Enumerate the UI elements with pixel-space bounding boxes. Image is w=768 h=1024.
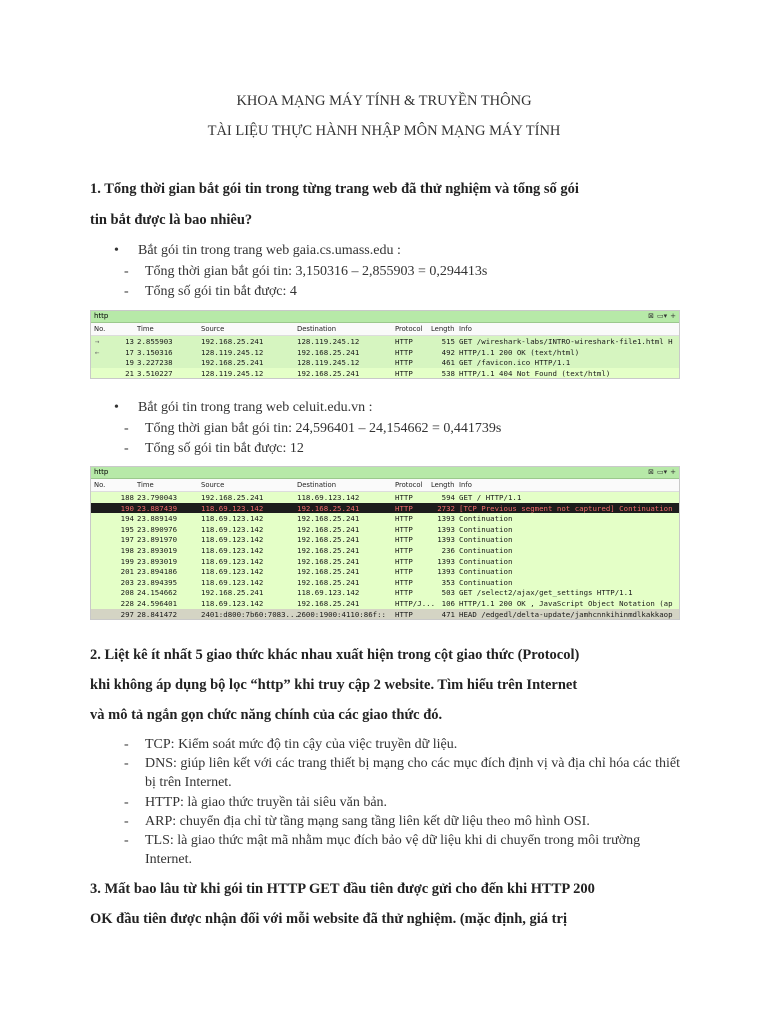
cell-length: 492 bbox=[441, 347, 455, 357]
cell-no: 194 bbox=[120, 514, 134, 524]
cell-length: 1393 bbox=[437, 556, 455, 566]
cell-source: 118.69.123.142 bbox=[201, 556, 264, 566]
packet-row[interactable] bbox=[91, 566, 679, 577]
cell-length: 1393 bbox=[437, 567, 455, 577]
packet-row[interactable] bbox=[91, 577, 679, 588]
dash-icon: - bbox=[124, 756, 129, 771]
cell-length: 1393 bbox=[437, 535, 455, 545]
cell-time: 24.154662 bbox=[137, 588, 178, 598]
cell-destination: 118.69.123.142 bbox=[297, 588, 360, 598]
protocol-item-text: TLS: là giao thức mật mã nhằm mục đích bảo vệ dữ liệu khi di chuyển trong môi trường Internet. bbox=[145, 833, 641, 867]
dash-icon: - bbox=[124, 833, 129, 848]
question-3-line-2: OK đầu tiên được nhận đối với mỗi website đã thử nghiệm. (mặc định, giá trị bbox=[90, 911, 567, 927]
cell-destination: 192.168.25.241 bbox=[297, 556, 360, 566]
bullet-dot-icon: • bbox=[114, 243, 119, 258]
protocol-item-tls bbox=[124, 831, 684, 869]
cell-no: 13 bbox=[125, 337, 134, 346]
site1-bullet-text: Bắt gói tin trong trang web gaia.cs.umass.edu : bbox=[138, 243, 401, 258]
site2-count bbox=[124, 439, 684, 458]
cell-no: 195 bbox=[120, 524, 134, 534]
cell-time: 23.790043 bbox=[137, 493, 178, 502]
cell-source: 118.69.123.142 bbox=[201, 535, 264, 545]
cell-no: 297 bbox=[120, 609, 134, 619]
filter-dropdown-icon[interactable]: ▭▾ bbox=[656, 468, 668, 476]
site1-bullet bbox=[114, 243, 401, 259]
cell-length: 106 bbox=[441, 598, 455, 608]
question-2-line-1: 2. Liệt kê ít nhất 5 giao thức khác nhau xuất hiện trong cột giao thức (Protocol) bbox=[90, 647, 580, 663]
column-info[interactable]: Info bbox=[459, 325, 472, 333]
cell-no: 17 bbox=[125, 347, 134, 357]
packet-row[interactable] bbox=[91, 503, 679, 514]
site1-time bbox=[124, 262, 684, 281]
cell-length: 538 bbox=[441, 368, 455, 378]
cell-source: 118.69.123.142 bbox=[201, 503, 264, 513]
cell-source: 192.168.25.241 bbox=[201, 358, 264, 368]
cell-protocol: HTTP bbox=[395, 588, 413, 598]
clear-filter-icon[interactable]: ⊠ bbox=[648, 312, 654, 320]
dash-icon: - bbox=[124, 421, 129, 436]
cell-destination: 192.168.25.241 bbox=[297, 535, 360, 545]
cell-info: GET /favicon.ico HTTP/1.1 bbox=[459, 358, 571, 368]
cell-info: [TCP Previous segment not captured] Continuation bbox=[459, 503, 673, 513]
cell-time: 3.510227 bbox=[137, 368, 173, 378]
packet-row[interactable] bbox=[91, 524, 679, 535]
cell-no: 188 bbox=[120, 493, 134, 502]
display-filter-bar[interactable] bbox=[91, 311, 679, 323]
cell-no: 21 bbox=[125, 368, 134, 378]
cell-source: 128.119.245.12 bbox=[201, 368, 264, 378]
cell-length: 471 bbox=[441, 609, 455, 619]
packet-row[interactable] bbox=[91, 545, 679, 556]
packet-row[interactable] bbox=[91, 492, 679, 503]
cell-protocol: HTTP bbox=[395, 556, 413, 566]
column-protocol[interactable]: Protocol bbox=[395, 325, 423, 333]
cell-destination: 192.168.25.241 bbox=[297, 347, 360, 357]
cell-info: Continuation bbox=[459, 567, 513, 577]
cell-protocol: HTTP bbox=[395, 503, 413, 513]
cell-time: 2.855903 bbox=[137, 337, 173, 346]
cell-protocol: HTTP bbox=[395, 535, 413, 545]
column-source[interactable]: Source bbox=[201, 481, 225, 489]
column-destination[interactable]: Destination bbox=[297, 325, 337, 333]
dash-icon: - bbox=[124, 737, 129, 752]
wireshark-capture-2 bbox=[90, 466, 680, 620]
cell-protocol: HTTP bbox=[395, 524, 413, 534]
protocol-item-tcp bbox=[124, 735, 684, 754]
protocol-item-arp bbox=[124, 812, 684, 831]
packet-row[interactable] bbox=[91, 534, 679, 545]
column-no[interactable]: No. bbox=[94, 325, 106, 333]
column-info[interactable]: Info bbox=[459, 481, 472, 489]
cell-info: Continuation bbox=[459, 577, 513, 587]
cell-time: 3.150316 bbox=[137, 347, 173, 357]
display-filter-input[interactable]: http bbox=[94, 312, 109, 320]
cell-info: GET /wireshark-labs/INTRO-wireshark-file1.html H bbox=[459, 337, 673, 346]
clear-filter-icon[interactable]: ⊠ bbox=[648, 468, 654, 476]
cell-info: HTTP/1.1 200 OK (text/html) bbox=[459, 347, 580, 357]
site1-count-text: Tổng số gói tin bắt được: 4 bbox=[145, 284, 297, 299]
cell-source: 118.69.123.142 bbox=[201, 524, 264, 534]
packet-row[interactable] bbox=[91, 336, 679, 347]
bullet-dot-icon: • bbox=[114, 400, 119, 415]
filter-controls bbox=[645, 468, 676, 476]
site2-time-text: Tổng thời gian bắt gói tin: 24,596401 – 24,154662 = 0,441739s bbox=[145, 421, 502, 436]
cell-protocol: HTTP bbox=[395, 609, 413, 619]
cell-length: 515 bbox=[441, 337, 455, 346]
packet-row[interactable] bbox=[91, 609, 679, 620]
display-filter-bar[interactable] bbox=[91, 467, 679, 479]
cell-no: 197 bbox=[120, 535, 134, 545]
cell-time: 23.894186 bbox=[137, 567, 178, 577]
packet-row[interactable] bbox=[91, 513, 679, 524]
question-1-line-2: tin bắt được là bao nhiêu? bbox=[90, 212, 253, 228]
cell-source: 192.168.25.241 bbox=[201, 337, 264, 346]
cell-info: Continuation bbox=[459, 556, 513, 566]
cell-protocol: HTTP bbox=[395, 347, 413, 357]
column-source[interactable]: Source bbox=[201, 325, 225, 333]
cell-source: 2401:d800:7b60:7083... bbox=[201, 609, 299, 619]
cell-destination: 118.69.123.142 bbox=[297, 493, 360, 502]
filter-dropdown-icon[interactable]: ▭▾ bbox=[656, 312, 668, 320]
column-destination[interactable]: Destination bbox=[297, 481, 337, 489]
packet-list-header bbox=[91, 479, 679, 492]
site1-time-text: Tổng thời gian bắt gói tin: 3,150316 – 2,855903 = 0,294413s bbox=[145, 264, 488, 279]
cell-destination: 192.168.25.241 bbox=[297, 598, 360, 608]
cell-destination: 2600:1900:4110:86f:: bbox=[297, 609, 386, 619]
cell-source: 118.69.123.142 bbox=[201, 598, 264, 608]
site2-bullet-text: Bắt gói tin trong trang web celuit.edu.vn : bbox=[138, 400, 373, 415]
cell-no: 198 bbox=[120, 545, 134, 555]
cell-protocol: HTTP bbox=[395, 493, 413, 502]
cell-source: 118.69.123.142 bbox=[201, 545, 264, 555]
cell-time: 3.227238 bbox=[137, 358, 173, 368]
cell-no: 208 bbox=[120, 588, 134, 598]
cell-time: 23.893019 bbox=[137, 545, 178, 555]
protocol-item-text: DNS: giúp liên kết với các trang thiết bị mạng cho các mục đích định vị và địa chỉ hóa các thiết bị trên Internet. bbox=[145, 756, 680, 790]
cell-info: HTTP/1.1 200 OK , JavaScript Object Notation (ap bbox=[459, 598, 673, 608]
cell-destination: 192.168.25.241 bbox=[297, 368, 360, 378]
cell-destination: 192.168.25.241 bbox=[297, 545, 360, 555]
cell-info: HTTP/1.1 404 Not Found (text/html) bbox=[459, 368, 611, 378]
cell-time: 23.891970 bbox=[137, 535, 178, 545]
packet-row[interactable] bbox=[91, 357, 679, 368]
cell-info: Continuation bbox=[459, 524, 513, 534]
cell-protocol: HTTP bbox=[395, 577, 413, 587]
cell-source: 128.119.245.12 bbox=[201, 347, 264, 357]
packet-row[interactable] bbox=[91, 587, 679, 598]
cell-protocol: HTTP bbox=[395, 358, 413, 368]
site2-count-text: Tổng số gói tin bắt được: 12 bbox=[145, 441, 304, 456]
cell-time: 23.887439 bbox=[137, 503, 178, 513]
filter-controls bbox=[645, 312, 676, 320]
add-filter-icon[interactable]: + bbox=[670, 468, 676, 476]
cell-time: 23.889149 bbox=[137, 514, 178, 524]
cell-info: Continuation bbox=[459, 545, 513, 555]
add-filter-icon[interactable]: + bbox=[670, 312, 676, 320]
cell-protocol: HTTP bbox=[395, 545, 413, 555]
site2-time bbox=[124, 419, 684, 438]
document-header-subtitle: TÀI LIỆU THỰC HÀNH NHẬP MÔN MẠNG MÁY TÍNH bbox=[207, 123, 561, 139]
display-filter-input[interactable]: http bbox=[94, 468, 109, 476]
question-3-line-1: 3. Mất bao lâu từ khi gói tin HTTP GET đầu tiên được gửi cho đến khi HTTP 200 bbox=[90, 881, 595, 897]
cell-length: 1393 bbox=[437, 524, 455, 534]
cell-no: 190 bbox=[120, 503, 134, 513]
cell-source: 118.69.123.142 bbox=[201, 577, 264, 587]
cell-length: 353 bbox=[441, 577, 455, 587]
cell-info: HEAD /edgedl/delta-update/jamhcnnkihinmdlkakkaop bbox=[459, 609, 673, 619]
cell-no: 201 bbox=[120, 567, 134, 577]
cell-length: 2732 bbox=[437, 503, 455, 513]
column-protocol[interactable]: Protocol bbox=[395, 481, 423, 489]
cell-info: GET / HTTP/1.1 bbox=[459, 493, 522, 502]
cell-protocol: HTTP bbox=[395, 567, 413, 577]
packet-row[interactable] bbox=[91, 368, 679, 379]
cell-destination: 128.119.245.12 bbox=[297, 358, 360, 368]
cell-source: 192.168.25.241 bbox=[201, 588, 264, 598]
protocol-item-text: HTTP: là giao thức truyền tải siêu văn bản. bbox=[145, 795, 388, 810]
dash-icon: - bbox=[124, 264, 129, 279]
cell-protocol: HTTP bbox=[395, 337, 413, 346]
packet-row[interactable] bbox=[91, 556, 679, 567]
column-no[interactable]: No. bbox=[94, 481, 106, 489]
cell-time: 28.841472 bbox=[137, 609, 178, 619]
cell-time: 23.893019 bbox=[137, 556, 178, 566]
question-1-line-1: 1. Tổng thời gian bắt gói tin trong từng trang web đã thử nghiệm và tổng số gói bbox=[90, 181, 579, 197]
column-length[interactable]: Length bbox=[431, 481, 455, 489]
packet-direction-icon: → bbox=[95, 337, 100, 346]
cell-protocol: HTTP bbox=[395, 368, 413, 378]
cell-info: Continuation bbox=[459, 514, 513, 524]
document-header-title: KHOA MẠNG MÁY TÍNH & TRUYỀN THÔNG bbox=[236, 93, 532, 109]
cell-destination: 192.168.25.241 bbox=[297, 524, 360, 534]
dash-icon: - bbox=[124, 795, 129, 810]
cell-destination: 192.168.25.241 bbox=[297, 514, 360, 524]
dash-icon: - bbox=[124, 284, 129, 299]
cell-time: 23.890976 bbox=[137, 524, 178, 534]
cell-destination: 192.168.25.241 bbox=[297, 577, 360, 587]
cell-time: 24.596401 bbox=[137, 598, 178, 608]
packet-direction-icon: ← bbox=[95, 347, 100, 357]
protocol-item-text: TCP: Kiểm soát mức độ tin cậy của việc truyền dữ liệu. bbox=[145, 737, 458, 752]
cell-length: 236 bbox=[441, 545, 455, 555]
column-time[interactable]: Time bbox=[137, 325, 154, 333]
cell-time: 23.894395 bbox=[137, 577, 178, 587]
question-2-line-3: và mô tả ngắn gọn chức năng chính của các giao thức đó. bbox=[90, 707, 443, 723]
packet-row[interactable] bbox=[91, 347, 679, 358]
cell-no: 203 bbox=[120, 577, 134, 587]
dash-icon: - bbox=[124, 441, 129, 456]
cell-destination: 192.168.25.241 bbox=[297, 567, 360, 577]
cell-length: 503 bbox=[441, 588, 455, 598]
column-length[interactable]: Length bbox=[431, 325, 455, 333]
protocol-item-text: ARP: chuyển địa chỉ từ tầng mạng sang tầng liên kết dữ liệu theo mô hình OSI. bbox=[145, 814, 590, 829]
cell-length: 461 bbox=[441, 358, 455, 368]
cell-no: 199 bbox=[120, 556, 134, 566]
column-time[interactable]: Time bbox=[137, 481, 154, 489]
cell-length: 1393 bbox=[437, 514, 455, 524]
site1-count bbox=[124, 282, 684, 301]
cell-length: 594 bbox=[441, 493, 455, 502]
cell-protocol: HTTP bbox=[395, 514, 413, 524]
cell-info: Continuation bbox=[459, 535, 513, 545]
cell-no: 19 bbox=[125, 358, 134, 368]
cell-info: GET /select2/ajax/get_settings HTTP/1.1 bbox=[459, 588, 633, 598]
cell-no: 228 bbox=[120, 598, 134, 608]
packet-row[interactable] bbox=[91, 598, 679, 609]
cell-protocol: HTTP/J... bbox=[395, 598, 436, 608]
wireshark-capture-1 bbox=[90, 310, 680, 379]
cell-destination: 128.119.245.12 bbox=[297, 337, 360, 346]
site2-bullet bbox=[114, 400, 372, 416]
protocol-item-http bbox=[124, 793, 684, 812]
cell-source: 118.69.123.142 bbox=[201, 514, 264, 524]
cell-destination: 192.168.25.241 bbox=[297, 503, 360, 513]
cell-source: 192.168.25.241 bbox=[201, 493, 264, 502]
protocol-item-dns bbox=[124, 754, 684, 792]
cell-source: 118.69.123.142 bbox=[201, 567, 264, 577]
dash-icon: - bbox=[124, 814, 129, 829]
question-2-line-2: khi không áp dụng bộ lọc “http” khi truy cập 2 website. Tìm hiểu trên Internet bbox=[90, 677, 578, 693]
packet-list-header bbox=[91, 323, 679, 336]
